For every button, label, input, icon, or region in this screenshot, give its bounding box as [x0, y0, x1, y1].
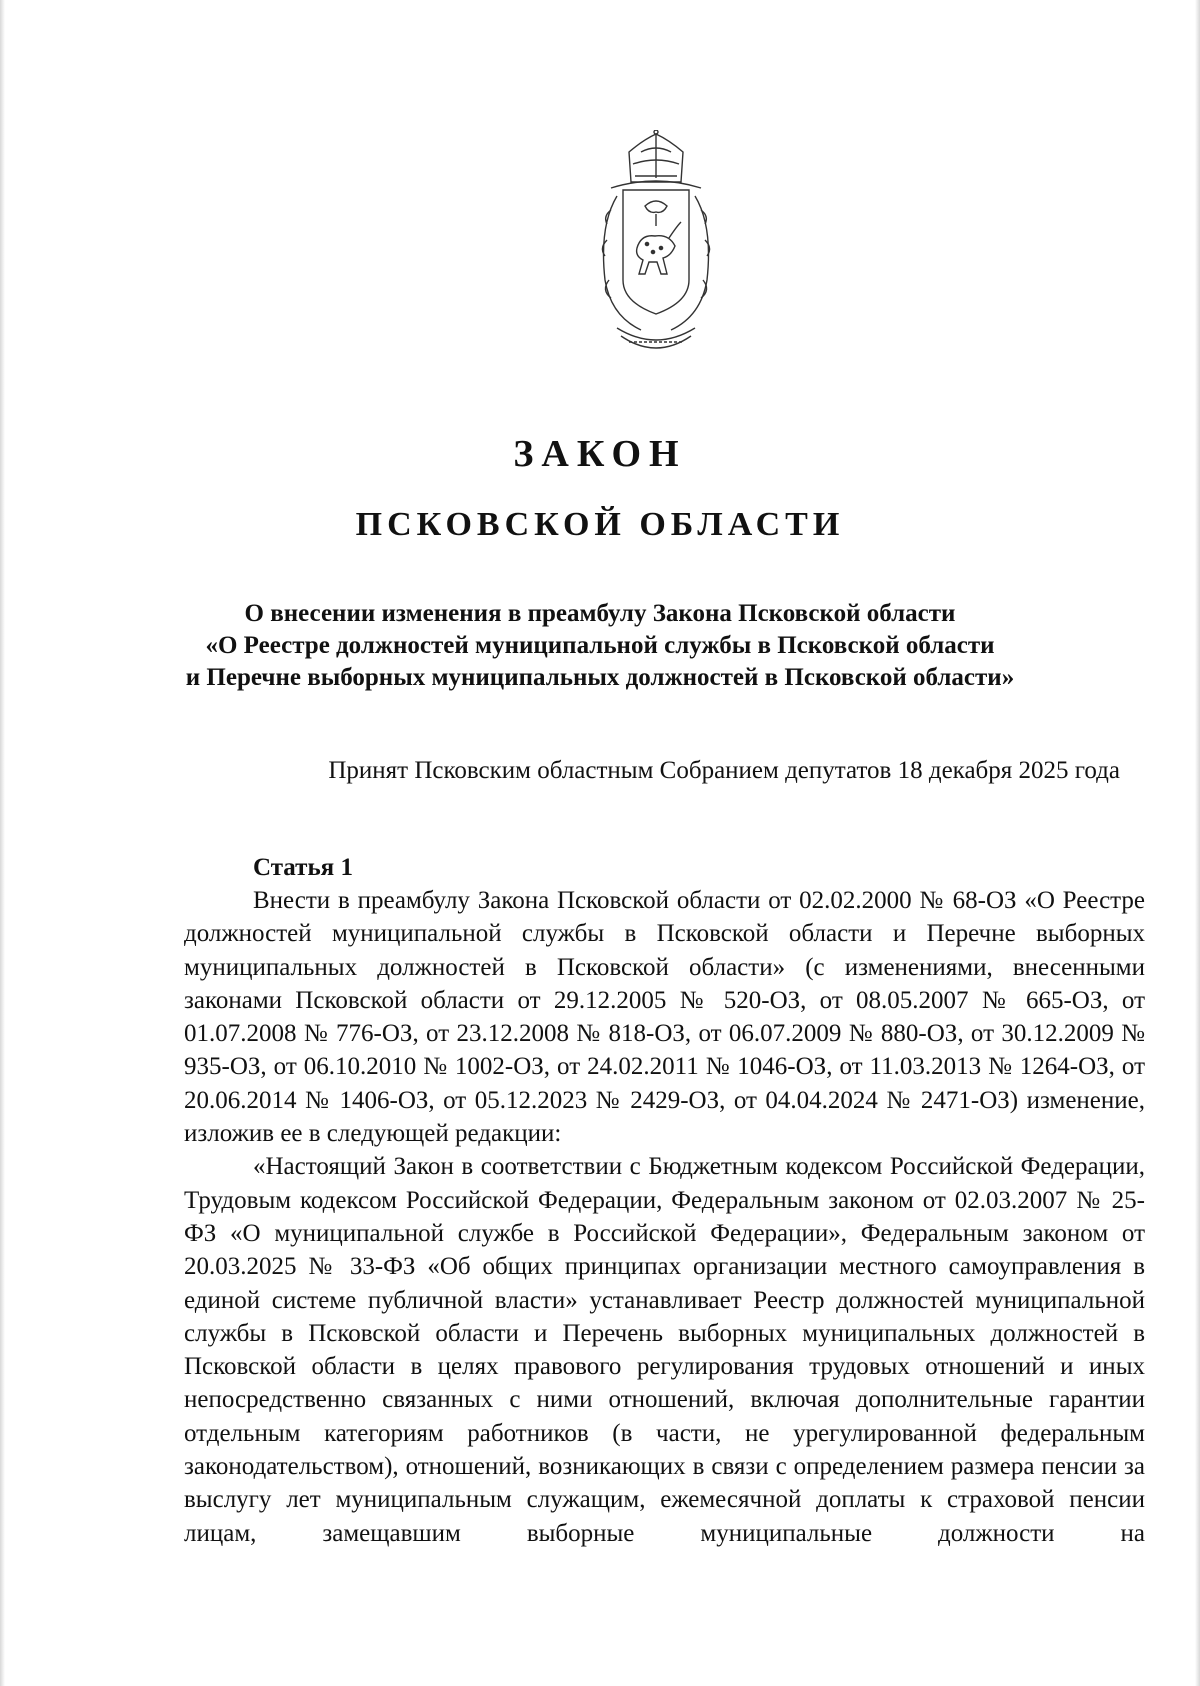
coat-of-arms-icon [571, 130, 741, 370]
scan-edge-left [0, 0, 5, 1686]
article-heading: Статья 1 [253, 854, 353, 881]
document-title-line: и Перечне выборных муниципальных должностей в Псковской области» [185, 664, 1015, 691]
article-paragraph: Внести в преамбулу Закона Псковской области от 02.02.2000 № 68-ОЗ «О Реестре должностей муниципальной службы в Псковской области и Перечне выборных муниципальных должностей в Псковской области» (с изменениями, внесенными законами Псковской области от 29.12.2005 № 520-ОЗ, от 08.05.2007 № 665-ОЗ, от 01.07.2008 № 776-ОЗ, от 23.12.2008 № 818-ОЗ, от 06.07.2009 № 880-ОЗ, от 30.12.2009 № 935-ОЗ, от 06.10.2010 № 1002-ОЗ, от 24.02.2011 № 1046-ОЗ, от 11.03.2013 № 1264-ОЗ, от 20.06.2014 № 1406-ОЗ, от 05.12.2023 № 2429-ОЗ, от 04.04.2024 № 2471-ОЗ) изменение, изложив ее в следующей редакции: [184, 887, 1145, 1148]
scan-edge-right [1195, 0, 1200, 1686]
document-issuer-heading: ПСКОВСКОЙ ОБЛАСТИ [355, 506, 845, 543]
adoption-note: Принят Псковским областным Собранием депутатов 18 декабря 2025 года [328, 757, 1120, 784]
document-title [150, 598, 1050, 694]
document-title-line: «О Реестре должностей муниципальной службы в Псковской области [205, 632, 995, 659]
article-body [184, 884, 1145, 1550]
article-paragraph: «Настоящий Закон в соответствии с Бюджетным кодексом Российской Федерации, Трудовым кодексом Российской Федерации, Федеральным законом от 02.03.2007 № 25-ФЗ «О муниципальной службе в Российской Федерации», Федеральным законом от 20.03.2025 № 33-ФЗ «Об общих принципах организации местного самоуправления в единой системе публичной власти» устанавливает Реестр должностей муниципальной службы в Псковской области и Перечень выборных муниципальных должностей в Псковской области в целях правового регулирования трудовых отношений и иных непосредственно связанных с ними отношений, включая дополнительные гарантии отдельным категориям работников (в части, не урегулированной федеральным законодательством), отношений, возникающих в связи с определением размера пенсии за выслугу лет муниципальным служащим, ежемесячной доплаты к страховой пенсии лицам, замещавшим выборные муниципальные должности на [184, 1153, 1145, 1547]
document-type-heading: ЗАКОН [513, 433, 687, 475]
document-title-line: О внесении изменения в преамбулу Закона Псковской области [244, 600, 956, 627]
